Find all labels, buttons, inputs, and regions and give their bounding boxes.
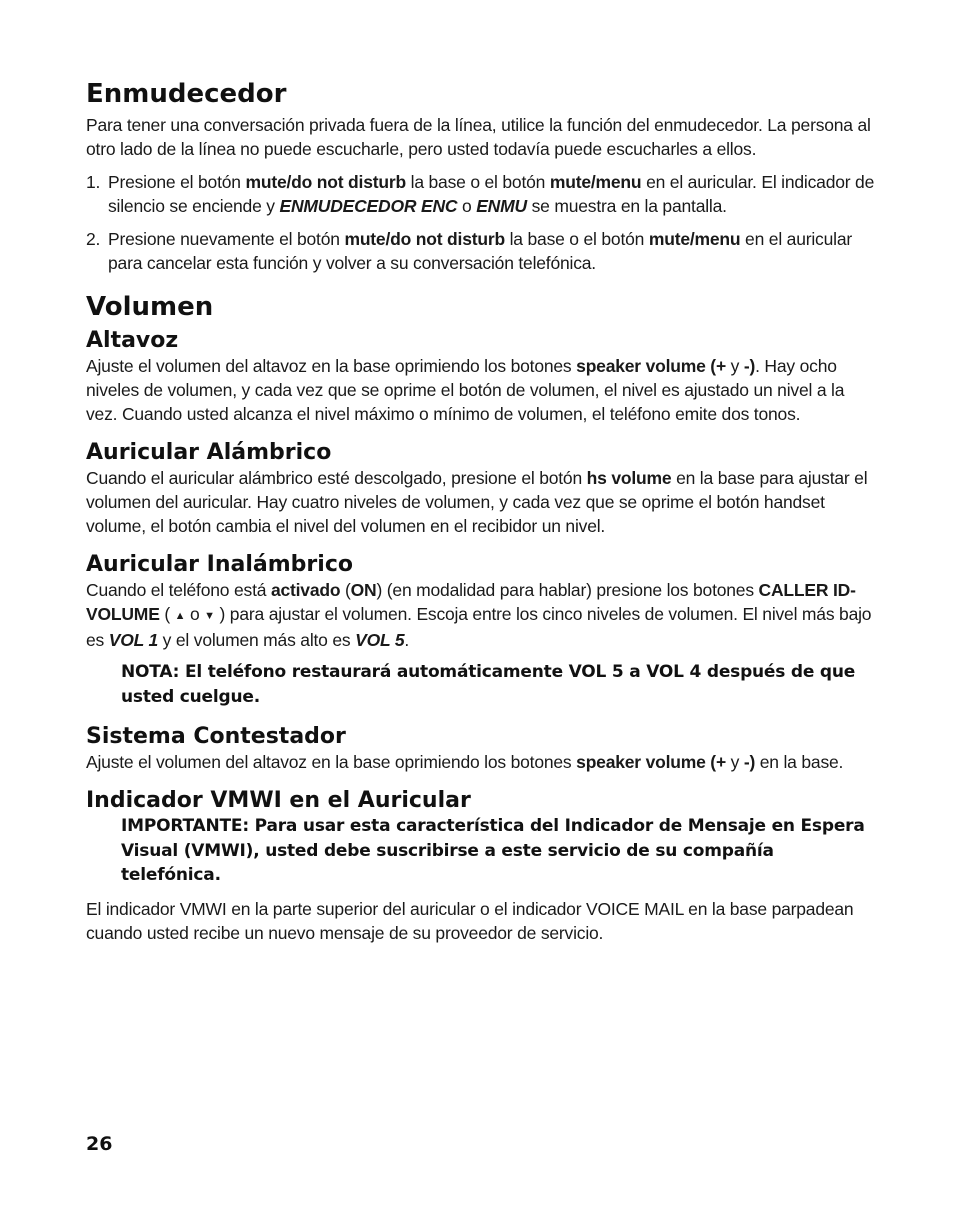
display-mute-short: ENMU	[476, 196, 527, 216]
display-mute-on: ENMUDECEDOR ENC	[279, 196, 458, 216]
corded-body: Cuando el auricular alámbrico esté descolgado, presione el botón hs volume en la base para ajustar el volumen del auricular. Hay cuatro niveles de volumen, y cada vez que se oprime el botón handset volume, el botón cambia el nivel del volumen en el recibidor un nivel.	[86, 468, 868, 536]
subsection-title-speaker: Altavoz	[86, 328, 179, 353]
subsection-title-corded: Auricular Alámbrico	[86, 440, 332, 465]
subsection-title-vmwi: Indicador VMWI en el Auricular	[86, 788, 471, 813]
key-mute-dnd: mute/do not disturb	[344, 229, 505, 249]
mute-intro: Para tener una conversación privada fuera de la línea, utilice la función del enmudecedor. La persona al otro lado de la línea no puede escucharle, pero usted todavía puede escucharles a ellos.	[86, 115, 871, 159]
section-title-volume: Volumen	[86, 292, 214, 322]
section-title-mute: Enmudecedor	[86, 79, 287, 109]
answering-body: Ajuste el volumen del altavoz en la base oprimiendo los botones speaker volume (+ y -) en la base.	[86, 752, 844, 772]
step-number: 2.	[86, 229, 101, 249]
key-mute-menu: mute/menu	[549, 172, 642, 192]
arrow-up-icon: ▲	[174, 610, 186, 622]
cordless-note: NOTA: El teléfono restaurará automáticamente VOL 5 a VOL 4 después de que usted cuelgue.	[121, 662, 856, 707]
subsection-title-cordless: Auricular Inalámbrico	[86, 552, 353, 577]
subsection-title-answering: Sistema Contestador	[86, 724, 346, 749]
key-mute-menu: mute/menu	[648, 229, 741, 249]
vmwi-important: IMPORTANTE: Para usar esta característica del Indicador de Mensaje en Espera Visual (VMWI), usted debe suscribirse a este servicio de su compañía telefónica.	[121, 816, 865, 885]
mute-step-1: 1. Presione el botón mute/do not disturb la base o el botón mute/menu en el auricular. El indicador de silencio se enciende y ENMUDECEDOR ENC o ENMU se muestra en la pantalla.	[86, 172, 875, 216]
arrow-down-icon: ▼	[204, 610, 215, 622]
step-number: 1.	[86, 172, 101, 192]
mute-steps	[86, 170, 876, 275]
vmwi-body: El indicador VMWI en la parte superior del auricular o el indicador VOICE MAIL en la base parpadean cuando usted recibe un nuevo mensaje de su proveedor de servicio.	[86, 898, 854, 943]
mute-step-2: 2. Presione nuevamente el botón mute/do not disturb la base o el botón mute/menu en el auricular para cancelar esta función y volver a su conversación telefónica.	[86, 229, 852, 273]
key-mute-dnd: mute/do not disturb	[245, 172, 406, 192]
page-content	[86, 78, 876, 945]
page-number: 26	[86, 1133, 113, 1155]
cordless-body: Cuando el teléfono está activado (ON) (en modalidad para hablar) presione los botones CALLER ID-VOLUME ( ▲ o ▼ ) para ajustar el volumen. Escoja entre los cinco niveles de volumen. El nivel más bajo es VOL 1 y el volumen más alto es VOL 5.	[86, 580, 872, 650]
speaker-body: Ajuste el volumen del altavoz en la base oprimiendo los botones speaker volume (+ y -). Hay ocho niveles de volumen, y cada vez que se oprime el botón de volumen, el nivel es ajustado un nivel a la vez. Cuando usted alcanza el nivel máximo o mínimo de volumen, el teléfono emite dos tonos.	[86, 356, 845, 424]
